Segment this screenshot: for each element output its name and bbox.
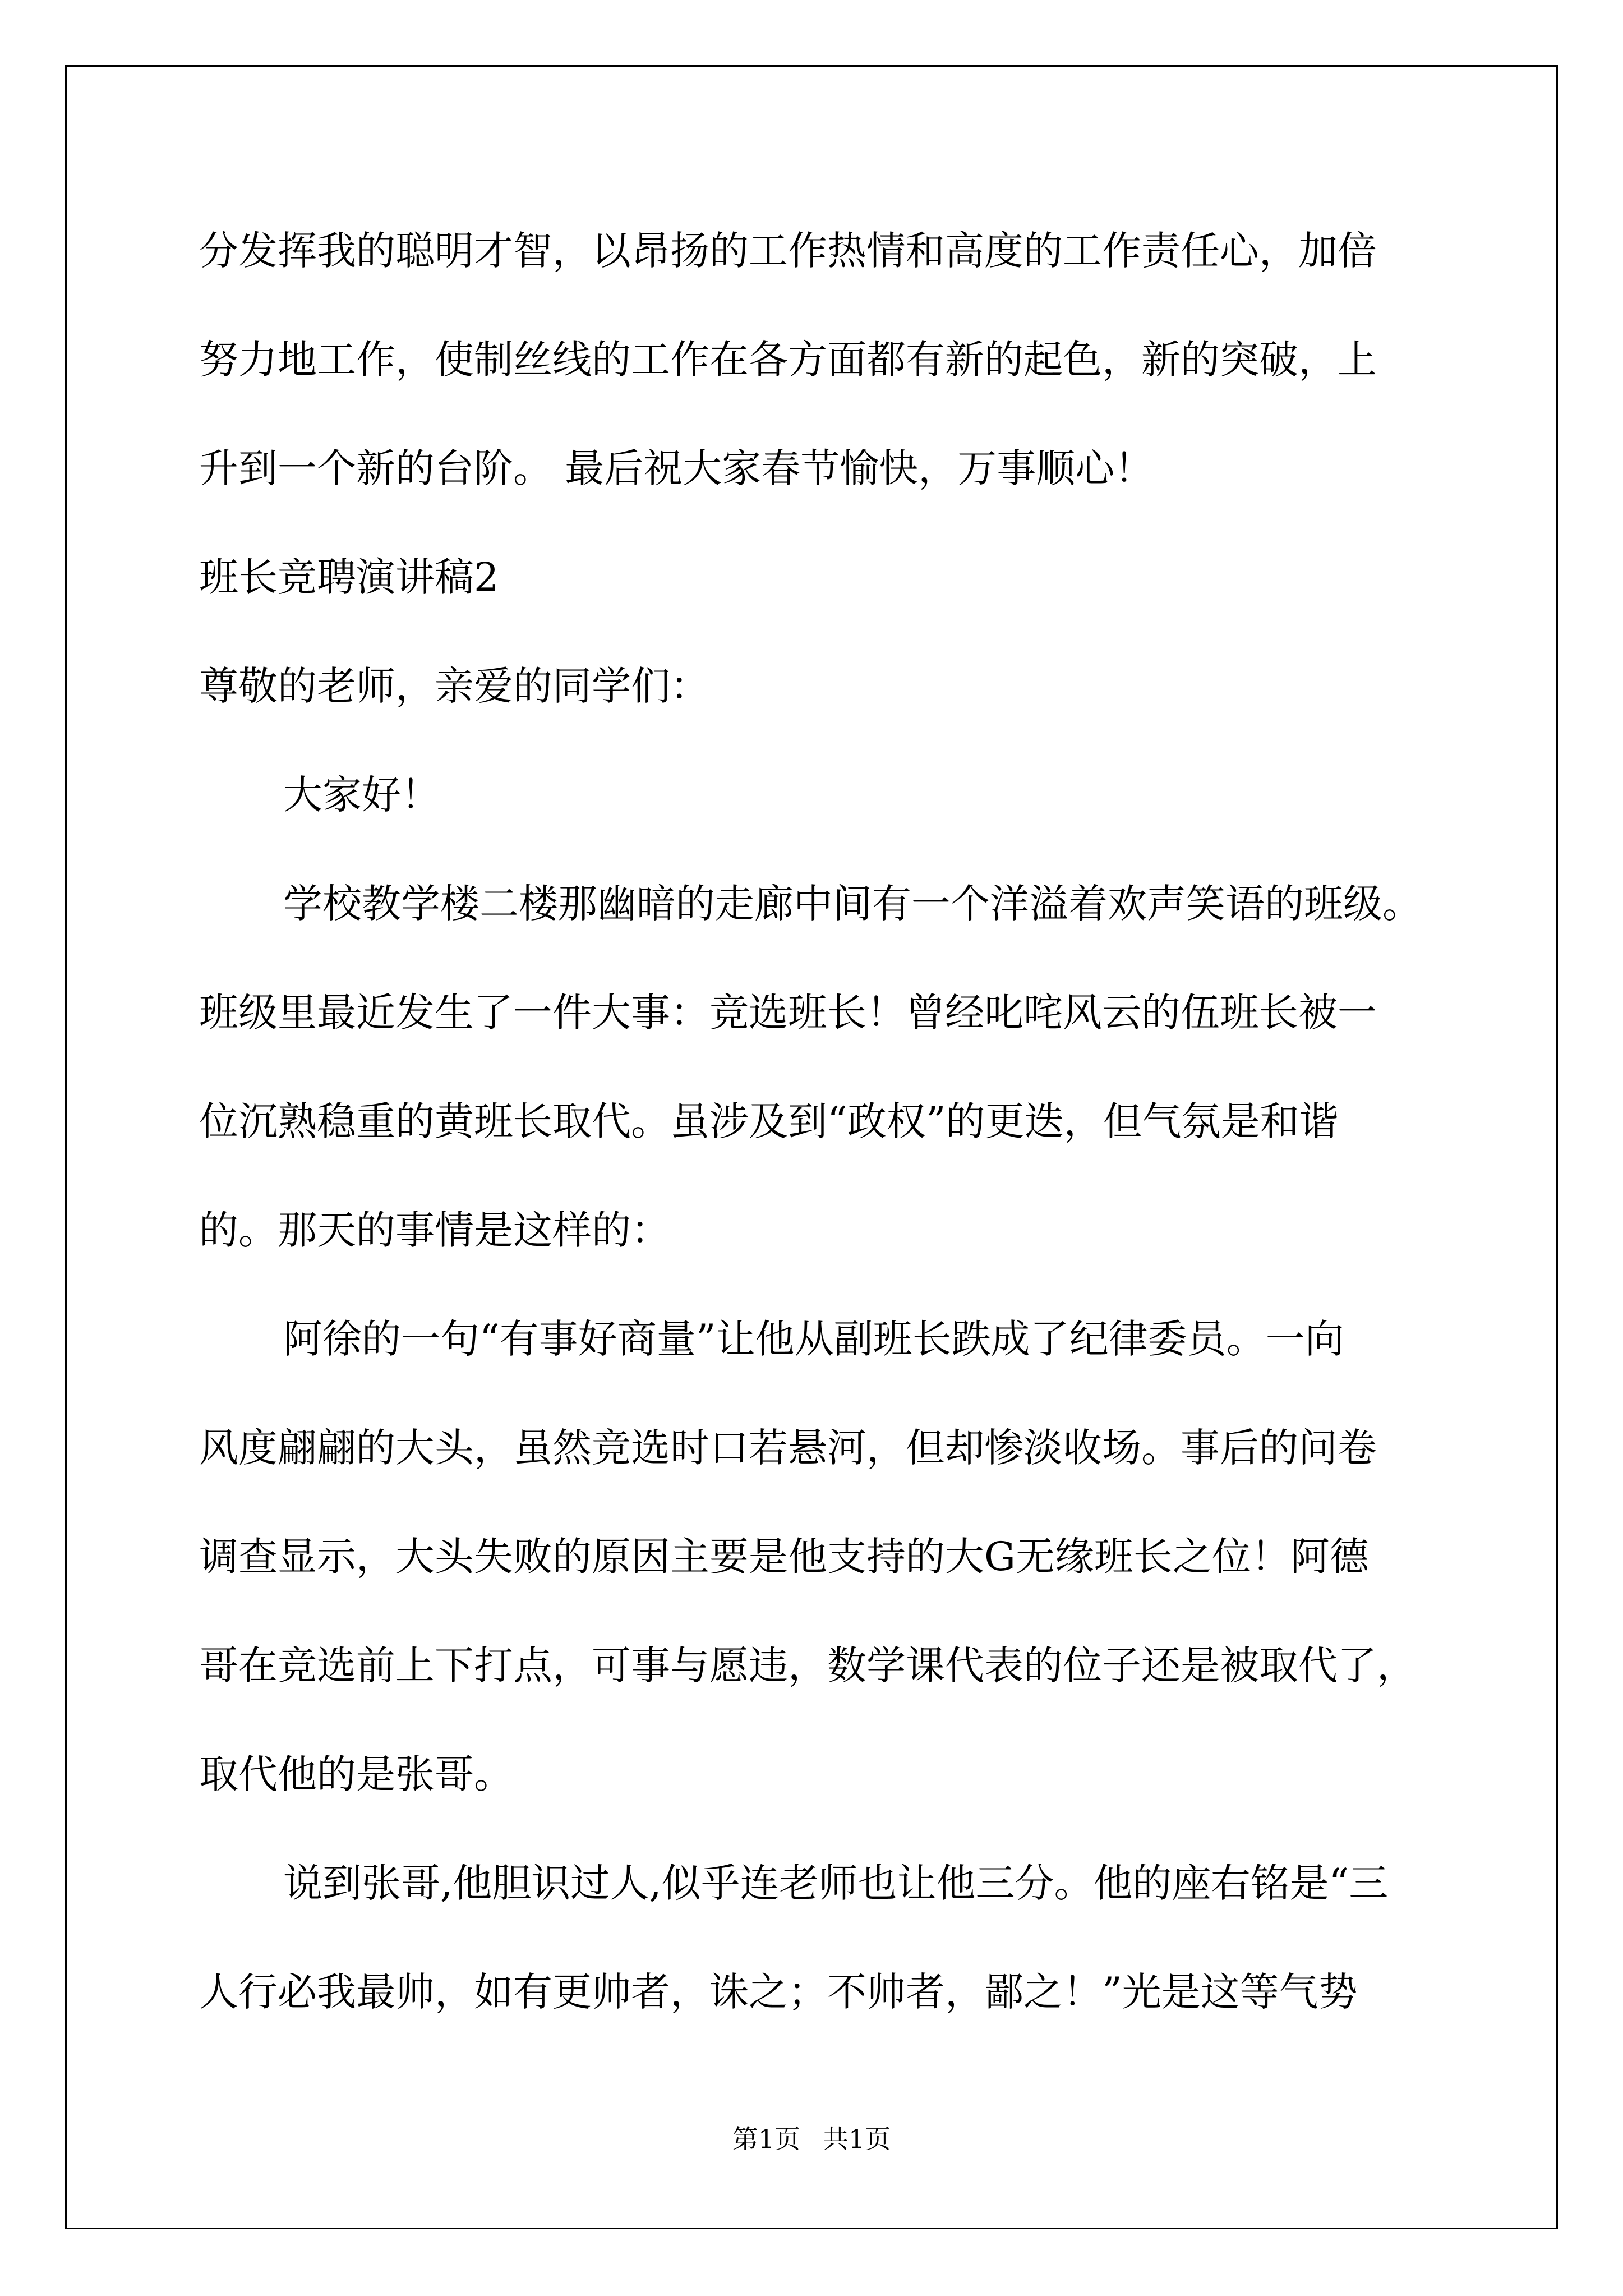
salutation: 尊敬的老师，亲爱的同学们： xyxy=(199,663,709,709)
text-line: 班级里最近发生了一件大事：竞选班长！曾经叱咤风云的伍班长被一 xyxy=(199,990,1377,1036)
text-line: 说到张哥,他胆识过人,似乎连老师也让他三分。他的座右铭是“三 xyxy=(283,1860,1389,1906)
text-line: 的。那天的事情是这样的： xyxy=(199,1207,670,1253)
section-title: 班长竞聘演讲稿2 xyxy=(199,554,499,600)
greeting: 大家好！ xyxy=(283,772,440,818)
text-line: 位沉熟稳重的黄班长取代。虽涉及到“政权”的更迭，但气氛是和谐 xyxy=(199,1098,1339,1144)
text-line: 努力地工作，使制丝线的工作在各方面都有新的起色，新的突破，上 xyxy=(199,337,1377,383)
page-total: 共1页 xyxy=(823,2124,891,2154)
text-line: 学校教学楼二楼那幽暗的走廊中间有一个洋溢着欢声笑语的班级。 xyxy=(283,881,1422,927)
text-line: 取代他的是张哥。 xyxy=(199,1751,513,1797)
page-number: 第1页 xyxy=(732,2124,800,2154)
text-line: 阿徐的一句“有事好商量”让他从副班长跌成了纪律委员。一向 xyxy=(283,1316,1344,1362)
text-line: 哥在竞选前上下打点，可事与愿违，数学课代表的位子还是被取代了， xyxy=(199,1642,1416,1688)
text-line: 人行必我最帅，如有更帅者，诛之；不帅者，鄙之！”光是这等气势 xyxy=(199,1969,1358,2015)
text-line: 升到一个新的台阶。 最后祝大家春节愉快，万事顺心！ xyxy=(199,445,1154,491)
text-line: 风度翩翩的大头，虽然竞选时口若悬河，但却惨淡收场。事后的问卷 xyxy=(199,1425,1377,1471)
text-line: 分发挥我的聪明才智，以昂扬的工作热情和高度的工作责任心，加倍 xyxy=(199,228,1377,274)
text-line: 调查显示，大头失败的原因主要是他支持的大G无缘班长之位！阿德 xyxy=(199,1534,1369,1580)
page-footer xyxy=(0,2126,1623,2152)
